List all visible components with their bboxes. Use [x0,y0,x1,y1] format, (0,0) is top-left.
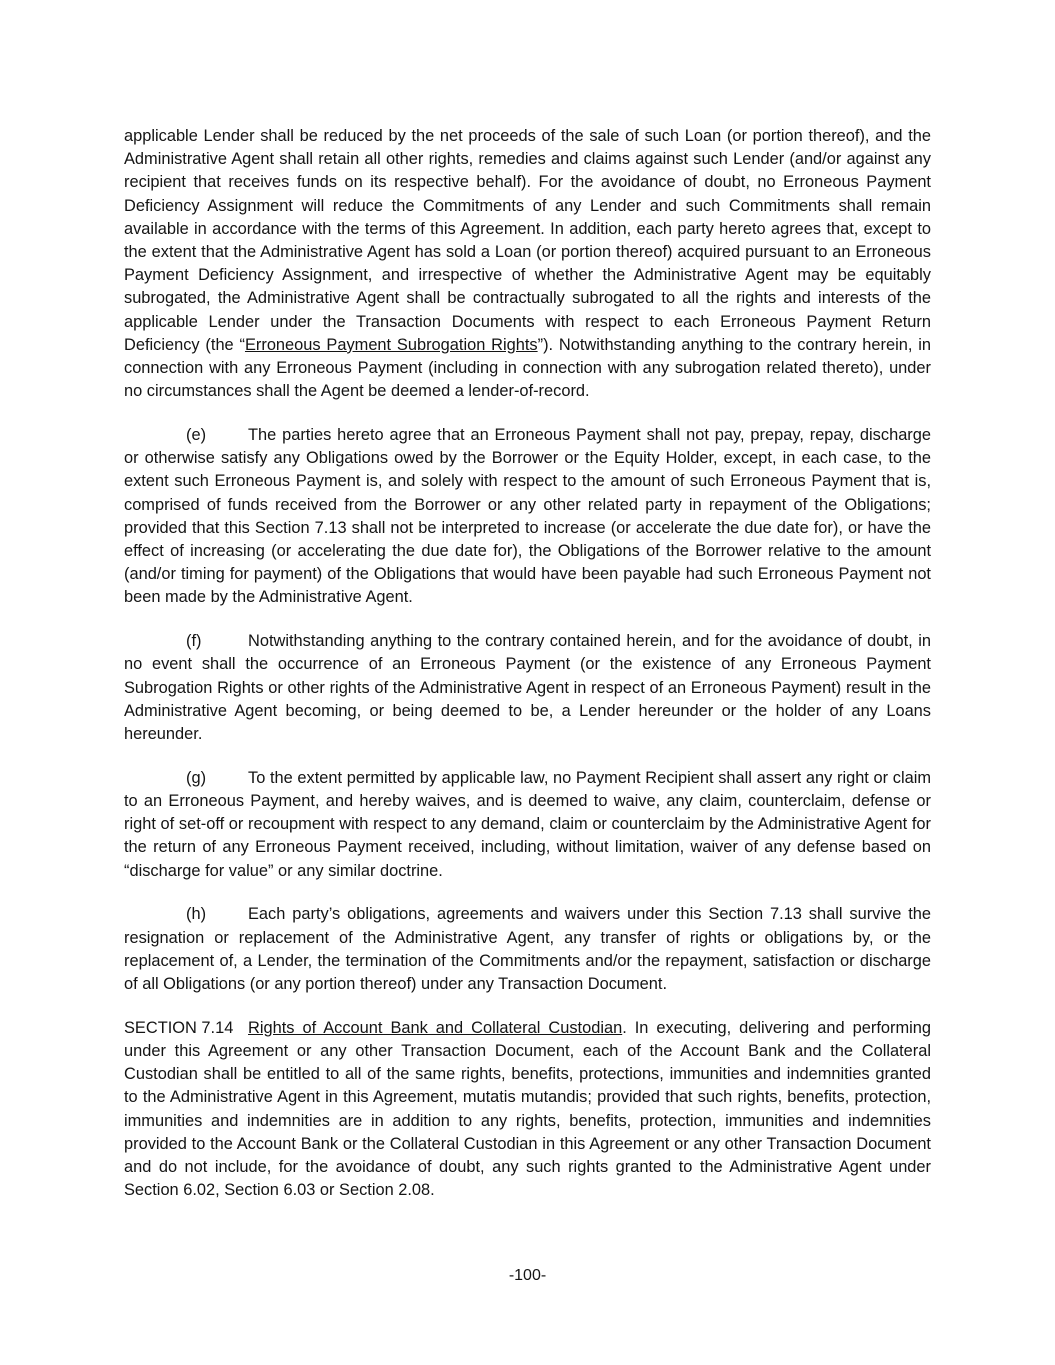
page-number: -100- [508,1267,547,1284]
paragraph-label: (h) [186,905,207,924]
paragraph-label: (f) [186,632,202,651]
paragraph-text: Notwithstanding anything to the contrary contained herein, and for the avoidance of doubt, in no event shall the occurrence of an Erroneous Payment (or the existence of any Erroneous Payment Subrogation Rights or other rights of the Administrative Agent in respect of an Erroneous Payment) result in the Administrative Agent becoming, or being deemed to be, a Lender hereunder or the holder of any Loans hereunder. [124,632,931,744]
paragraph-h [124,903,931,996]
paragraph-label: (g) [186,768,207,787]
section-title: Rights of Account Bank and Collateral Custodian [248,1018,623,1037]
continuation-text-2: ”). Notwithstanding anything to the contrary herein, in connection with any Erroneous Payment (including in connection with any subrogation related thereto), under no circumstances shall the Agent be deemed a lender-of-record. [124,335,931,401]
paragraph-e [124,424,931,610]
paragraph-g [124,767,931,883]
defined-term-subrogation-rights: Erroneous Payment Subrogation Rights [244,335,538,354]
paragraph-text: The parties hereto agree that an Erroneous Payment shall not pay, prepay, repay, discharge or otherwise satisfy any Obligations owed by the Borrower or the Equity Holder, except, in each case, to the extent such Erroneous Payment is, and solely with respect to the amount of such Erroneous Payment that is, comprised of funds received from the Borrower or any other related party in repayment of the Obligations; provided that this Section 7.13 shall not be interpreted to increase (or accelerate the due date for), or have the effect of increasing (or accelerating the due date for), the Obligations of the Borrower relative to the amount (and/or timing for payment) of the Obligations that would have been payable had such Erroneous Payment not been made by the Administrative Agent. [124,426,931,607]
section-text: . In executing, delivering and performing under this Agreement or any other Transaction Document, each of the Account Bank and the Collateral Custodian shall be entitled to all of the same rights, benefits, protections, immunities and indemnities granted to the Administrative Agent in this Agreement, mutatis mutandis; provided that such rights, benefits, protection, immunities and indemnities are in addition to any rights, benefits, protection, immunities and indemnities provided to the Account Bank or the Collateral Custodian in this Agreement or any other Transaction Document and do not include, for the avoidance of doubt, any such rights granted to the Administrative Agent under Section 6.02, Section 6.03 or Section 2.08. [124,1018,931,1200]
paragraph-f [124,630,931,746]
continuation-text-1: applicable Lender shall be reduced by the net proceeds of the sale of such Loan (or portion thereof), and the Administrative Agent shall retain all other rights, remedies and claims against such Lender (and/or against any recipient that receives funds on its respective behalf). For the avoidance of doubt, no Erroneous Payment Deficiency Assignment will reduce the Commitments of any Lender and such Commitments shall remain available in accordance with the terms of this Agreement. In addition, each party hereto agrees that, except to the extent that the Administrative Agent has sold a Loan (or portion thereof) acquired pursuant to an Erroneous Payment Deficiency Assignment, and irrespective of whether the Administrative Agent may be equitably subrogated, the Administrative Agent shall be contractually subrogated to all the rights and interests of the applicable Lender under the Transaction Documents with respect to each Erroneous Payment Return Deficiency (the “ [124,127,931,354]
document-page [124,125,931,1223]
continuation-paragraph [124,125,931,403]
paragraph-text: To the extent permitted by applicable law, no Payment Recipient shall assert any right or claim to an Erroneous Payment, and hereby waives, and is deemed to waive, any claim, counterclaim, defense or right of set-off or recoupment with respect to any demand, claim or counterclaim by the Administrative Agent for the return of any Erroneous Payment received, including, without limitation, waiver of any defense based on “discharge for value” or any similar doctrine. [124,768,931,880]
section-number: SECTION 7.14 [124,1018,234,1037]
paragraph-label: (e) [186,426,207,445]
paragraph-text: Each party’s obligations, agreements and waivers under this Section 7.13 shall survive the resignation or replacement of the Administrative Agent, any transfer of rights or obligations by, or the replacement of, a Lender, the termination of the Commitments and/or the repayment, satisfaction or discharge of all Obligations (or any portion thereof) under any Transaction Document. [124,905,931,994]
section-7-14 [124,1017,931,1203]
